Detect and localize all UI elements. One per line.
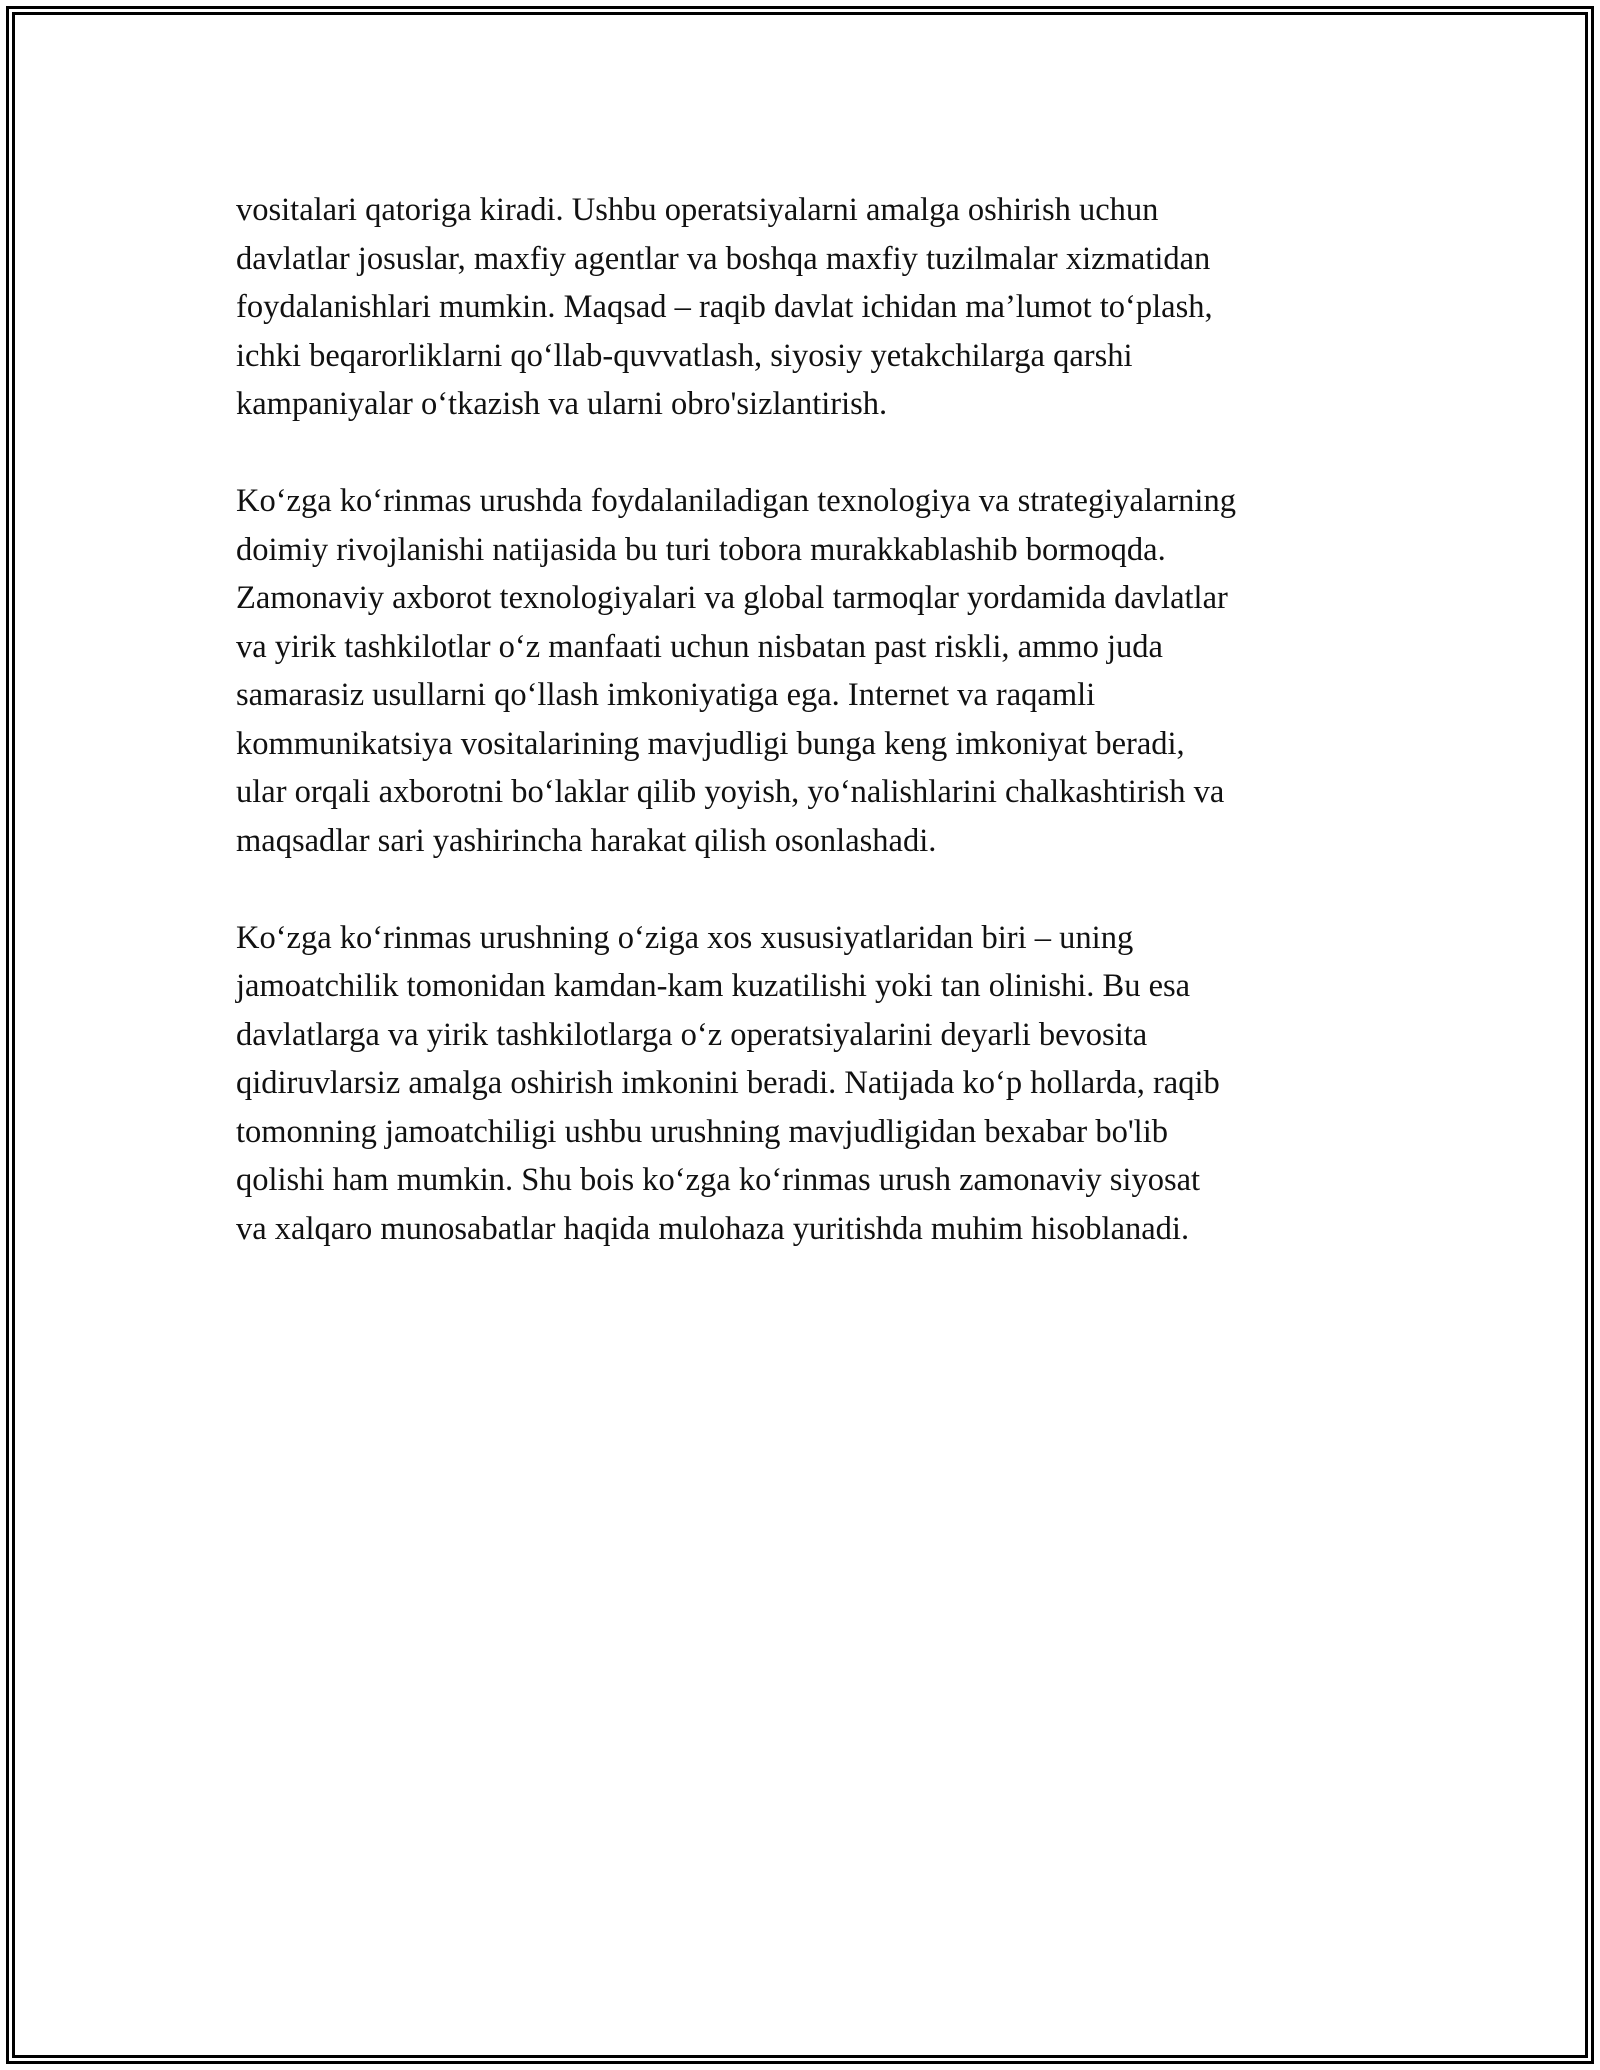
text-line: samarasiz usullarni qo‘llash imkoniyatiga ega. Internet va raqamli [236, 677, 1096, 713]
text-line: maqsadlar sari yashirincha harakat qilish osonlashadi. [236, 822, 937, 859]
text-line: ular orqali axborotni bo‘laklar qilib yoyish, yo‘nalishlarini chalkashtirish va [236, 774, 1225, 810]
text-line: jamoatchilik tomonidan kamdan-kam kuzatilishi yoki tan olinishi. Bu esa [236, 968, 1191, 1004]
text-line: qolishi ham mumkin. Shu bois ko‘zga ko‘rinmas urush zamonaviy siyosat [236, 1162, 1201, 1198]
text-line: davlatlarga va yirik tashkilotlarga o‘z operatsiyalarini deyarli bevosita [236, 1016, 1148, 1053]
text-line: Ko‘zga ko‘rinmas urushning o‘ziga xos xususiyatlaridan biri – uning [236, 919, 1134, 956]
paragraph-1 [236, 186, 1376, 429]
text-line: vositalari qatoriga kiradi. Ushbu operatsiyalarni amalga oshirish uchun [236, 192, 1159, 228]
text-line: qidiruvlarsiz amalga oshirish imkonini beradi. Natijada ko‘p hollarda, raqib [236, 1065, 1220, 1101]
text-line: ichki beqarorliklarni qo‘llab-quvvatlash, siyosiy yetakchilarga qarshi [236, 337, 1133, 374]
text-line: tomonning jamoatchiligi ushbu urushning mavjudligidan bexabar bo'lib [236, 1113, 1168, 1150]
text-line: kampaniyalar o‘tkazish va ularni obro'sizlantirish. [236, 386, 888, 422]
text-line: va yirik tashkilotlar o‘z manfaati uchun nisbatan past riskli, ammo juda [236, 628, 1163, 665]
text-line: foydalanishlari mumkin. Maqsad – raqib davlat ichidan ma’lumot to‘plash, [236, 289, 1213, 325]
text-line: kommunikatsiya vositalarining mavjudligi bunga keng imkoniyat beradi, [236, 725, 1185, 762]
paragraph-2 [236, 477, 1376, 865]
text-line: Ko‘zga ko‘rinmas urushda foydalaniladigan texnologiya va strategiyalarning [236, 483, 1236, 519]
document-body [236, 186, 1376, 1302]
text-line: va xalqaro munosabatlar haqida mulohaza yuritishda muhim hisoblanadi. [236, 1210, 1190, 1247]
text-line: davlatlar josuslar, maxfiy agentlar va boshqa maxfiy tuzilmalar xizmatidan [236, 240, 1211, 277]
text-line: Zamonaviy axborot texnologiyalari va global tarmoqlar yordamida davlatlar [236, 580, 1228, 616]
paragraph-3 [236, 914, 1376, 1254]
text-line: doimiy rivojlanishi natijasida bu turi tobora murakkablashib bormoqda. [236, 531, 1166, 568]
